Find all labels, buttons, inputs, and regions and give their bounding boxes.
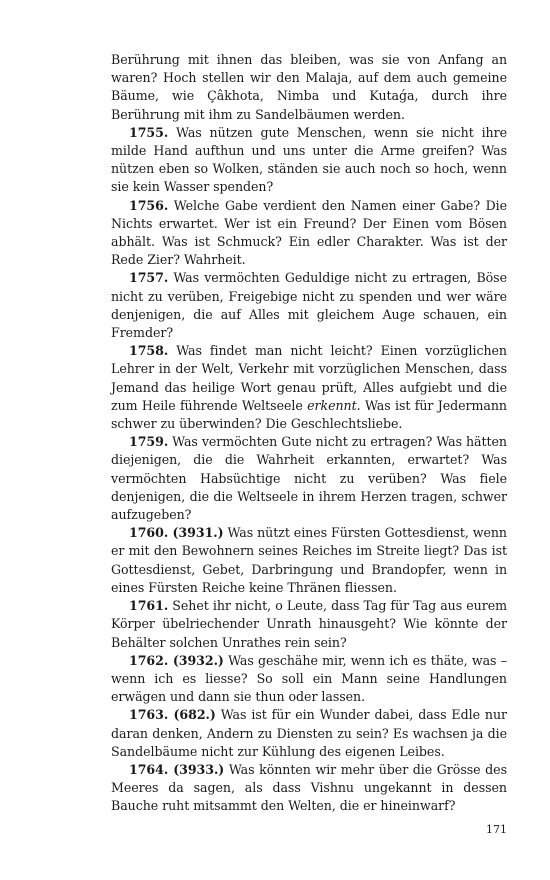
- entry-number: 1764. (3933.): [129, 761, 225, 777]
- entry-1756: [111, 197, 507, 270]
- entry-number: 1758.: [129, 343, 169, 359]
- entry-number: 1762. (3932.): [129, 652, 224, 668]
- entry-text: Sehet ihr nicht, o Leute, dass Tag für Tag aus eurem Körper übelriechender Unrath hinausgeht? Wie könnte der Behälter solchen Unrathes rein sein?: [111, 598, 507, 650]
- entry-1763: [111, 706, 507, 761]
- entry-1761: [111, 597, 507, 652]
- entry-text: Was nützen gute Menschen, wenn sie nicht ihre milde Hand aufthun und uns unter die Arme greifen? Was nützen eben so Wolken, ständen sie auch noch so hoch, wenn sie kein Wasser spenden?: [111, 124, 507, 195]
- entry-1760: [111, 524, 507, 597]
- entry-number: 1760. (3931.): [129, 525, 224, 541]
- entry-number: 1761.: [129, 598, 169, 614]
- entry-text: Was ist für Jedermann schwer zu überwinden? Die Geschlechtsliebe.: [111, 397, 507, 432]
- body-text: [111, 51, 507, 816]
- emphasized-word: erkennt.: [307, 397, 361, 413]
- entry-1755: [111, 124, 507, 197]
- entry-text: Was vermöchten Geduldige nicht zu ertragen, Böse nicht zu verüben, Freigebige nicht zu spenden und wer wäre denjenigen, die auf Alles mit gleichem Auge schauen, ein Fremder?: [111, 270, 507, 341]
- entry-text: Was ist für ein Wunder dabei, dass Edle nur daran denken, Andern zu Diensten zu sein? Es wachsen ja die Sandelbäume nicht zur Kühlung des eigenen Leibes.: [111, 707, 507, 759]
- entry-1759: [111, 433, 507, 524]
- continuation-paragraph: Berührung mit ihnen das bleiben, was sie von Anfang an waren? Hoch stellen wir den Malaja, auf dem auch gemeine Bäume, wie Çâkhota, Nimba und Kutaǵa, durch ihre Berührung mit ihm zu Sandelbäumen werden.: [111, 52, 507, 122]
- entry-1758: [111, 342, 507, 433]
- entry-number: 1755.: [129, 124, 169, 140]
- entry-text: Was findet man nicht leicht? Einen vorzüglichen Lehrer in der Welt, Verkehr mit vorzüglichen Menschen, dass Jemand das heilige Wort genau prüft, Alles aufgiebt und die zum Heile führende Weltseele: [111, 343, 507, 413]
- entry-text: Was könnten wir mehr über die Grösse des Meeres da sagen, als dass Vishnu ungekannt in dessen Bauche ruht mitsammt den Welten, die er hineinwarf?: [111, 761, 507, 814]
- entry-text: Was geschähe mir, wenn ich es thäte, was – wenn ich es liesse? So soll ein Mann seine Handlungen erwägen und dann sie thun oder lassen.: [111, 652, 507, 705]
- entry-number: 1759.: [129, 434, 169, 450]
- entry-1762: [111, 652, 507, 707]
- entry-text: Was vermöchten Gute nicht zu ertragen? Was hätten diejenigen, die die Wahrheit erkannten, erwartet? Was vermöchten Habsüchtige nicht zu verüben? Was fiele denjenigen, die die Weltseele in ihrem Herzen tragen, schwer aufzugeben?: [111, 434, 507, 523]
- entry-1757: [111, 269, 507, 342]
- page-number: 171: [486, 823, 507, 836]
- entry-number: 1756.: [129, 197, 169, 213]
- entry-text: Welche Gabe verdient den Namen einer Gabe? Die Nichts erwartet. Wer ist ein Freund? Der Einen vom Bösen abhält. Was ist Schmuck? Ein edler Charakter. Was ist der Rede Zier? Wahrheit.: [111, 197, 507, 268]
- entry-1764: [111, 761, 507, 816]
- entry-number: 1763. (682.): [129, 707, 216, 723]
- entry-text: Was nützt eines Fürsten Gottesdienst, wenn er mit den Bewohnern seines Reiches im Streite liegt? Das ist Gottesdienst, Gebet, Darbringung und Brandopfer, wenn in eines Fürsten Reiche keine Thränen fliessen.: [111, 525, 507, 595]
- entry-number: 1757.: [129, 270, 169, 286]
